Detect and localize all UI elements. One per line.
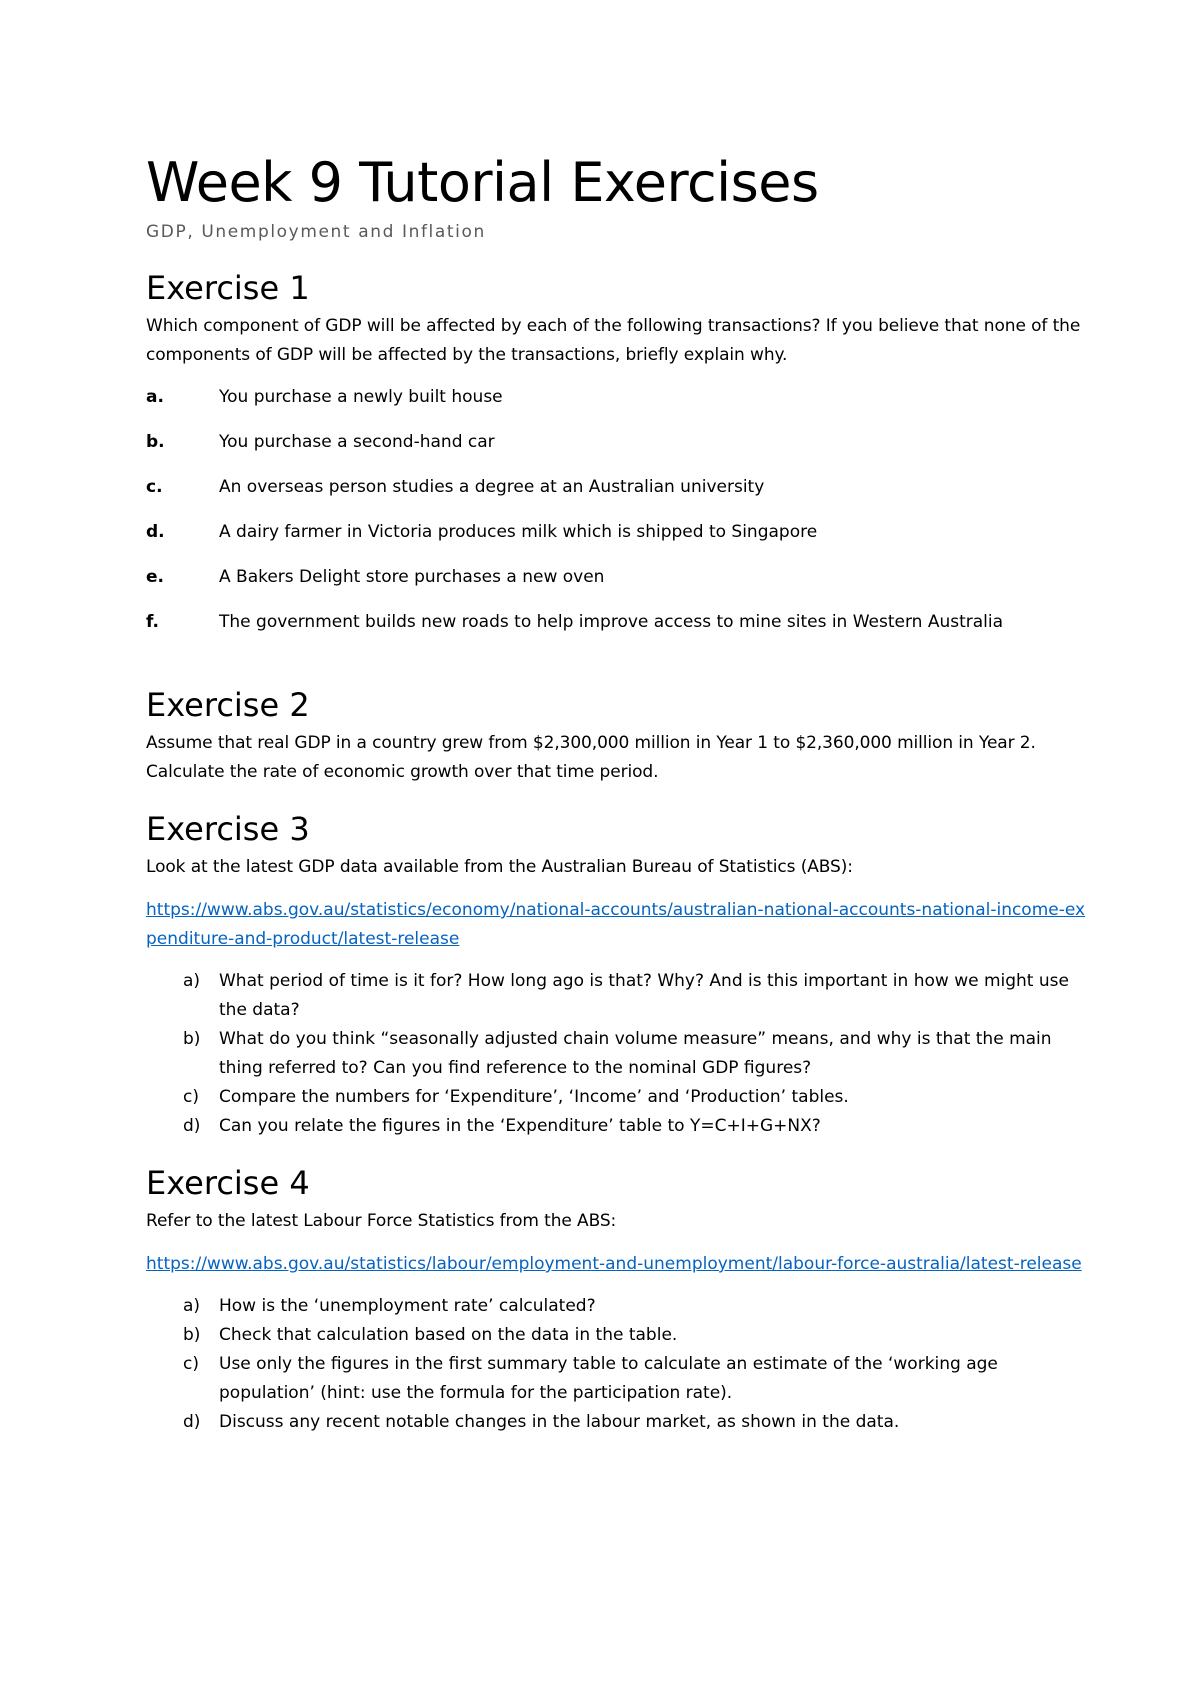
list-item <box>146 608 1086 637</box>
exercise-1-list <box>146 383 1086 637</box>
list-item-text: How is the ‘unemployment rate’ calculated? <box>219 1296 596 1316</box>
exercise-3-section <box>146 809 1086 1141</box>
list-marker: e. <box>146 567 164 587</box>
list-item <box>146 1025 1086 1083</box>
document-title: Week 9 Tutorial Exercises <box>146 151 819 214</box>
list-marker: c. <box>146 477 163 497</box>
exercise-3-link-paragraph <box>146 896 1086 954</box>
list-item-text: The government builds new roads to help improve access to mine sites in Western Australia <box>219 612 1004 632</box>
list-item-text: You purchase a second-hand car <box>219 432 495 452</box>
document-page <box>146 150 1086 1437</box>
exercise-2-intro: Assume that real GDP in a country grew from $2,300,000 million in Year 1 to $2,360,000 million in Year 2. Calculate the rate of economic growth over that time period. <box>146 733 1036 782</box>
list-marker: a. <box>146 387 164 407</box>
exercise-1-section <box>146 268 1086 637</box>
exercise-3-heading: Exercise 3 <box>146 810 310 848</box>
list-marker: c) <box>183 1354 199 1374</box>
exercise-4-list <box>146 1292 1086 1437</box>
list-item-text: Discuss any recent notable changes in the labour market, as shown in the data. <box>219 1412 900 1432</box>
list-marker: d) <box>183 1116 201 1136</box>
list-item <box>146 473 1086 502</box>
list-item-text: Can you relate the figures in the ‘Expenditure’ table to Y=C+I+G+NX? <box>219 1116 821 1136</box>
list-item <box>146 967 1086 1025</box>
list-marker: c) <box>183 1087 199 1107</box>
list-item <box>146 518 1086 547</box>
list-marker: b. <box>146 432 165 452</box>
list-item-text: A Bakers Delight store purchases a new oven <box>219 567 605 587</box>
list-item <box>146 1112 1086 1141</box>
list-marker: b) <box>183 1325 201 1345</box>
list-marker: a) <box>183 971 201 991</box>
list-item-text: Use only the figures in the first summary table to calculate an estimate of the ‘working age population’ (hint: use the formula for the participation rate). <box>219 1354 998 1403</box>
list-marker: b) <box>183 1029 201 1049</box>
list-item <box>146 428 1086 457</box>
exercise-1-heading: Exercise 1 <box>146 269 310 307</box>
list-item-text: A dairy farmer in Victoria produces milk which is shipped to Singapore <box>219 522 818 542</box>
exercise-2-heading: Exercise 2 <box>146 686 310 724</box>
list-marker: a) <box>183 1296 201 1316</box>
list-item <box>146 1350 1086 1408</box>
list-item-text: What period of time is it for? How long ago is that? Why? And is this important in how we might use the data? <box>219 971 1069 1020</box>
list-item <box>146 1408 1086 1437</box>
abs-labour-force-link[interactable]: https://www.abs.gov.au/statistics/labour/employment-and-unemployment/labour-force-australia/latest-release <box>146 1254 1082 1274</box>
list-marker: f. <box>146 612 159 632</box>
abs-gdp-link[interactable]: https://www.abs.gov.au/statistics/economy/national-accounts/australian-national-accounts-national-income-expenditure-and-product/latest-release <box>146 900 1086 949</box>
exercise-3-intro: Look at the latest GDP data available from the Australian Bureau of Statistics (ABS): <box>146 857 853 877</box>
list-item-text: What do you think “seasonally adjusted chain volume measure” means, and why is that the main thing referred to? Can you find reference to the nominal GDP figures? <box>219 1029 1052 1078</box>
exercise-2-section <box>146 685 1086 787</box>
list-item <box>146 1292 1086 1321</box>
list-item-text: Check that calculation based on the data in the table. <box>219 1325 678 1345</box>
exercise-4-intro: Refer to the latest Labour Force Statistics from the ABS: <box>146 1211 617 1231</box>
exercise-4-heading: Exercise 4 <box>146 1164 310 1202</box>
exercise-4-link-paragraph <box>146 1250 1086 1279</box>
exercise-4-section <box>146 1163 1086 1437</box>
list-marker: d. <box>146 522 165 542</box>
list-marker: d) <box>183 1412 201 1432</box>
list-item-text: An overseas person studies a degree at an Australian university <box>219 477 765 497</box>
exercise-1-intro: Which component of GDP will be affected by each of the following transactions? If you believe that none of the components of GDP will be affected by the transactions, briefly explain why. <box>146 316 1081 365</box>
list-item <box>146 1083 1086 1112</box>
document-subtitle: GDP, Unemployment and Inflation <box>146 222 486 242</box>
list-item <box>146 383 1086 412</box>
exercise-3-list <box>146 967 1086 1141</box>
list-item <box>146 1321 1086 1350</box>
list-item <box>146 563 1086 592</box>
list-item-text: You purchase a newly built house <box>219 387 503 407</box>
list-item-text: Compare the numbers for ‘Expenditure’, ‘Income’ and ‘Production’ tables. <box>219 1087 849 1107</box>
